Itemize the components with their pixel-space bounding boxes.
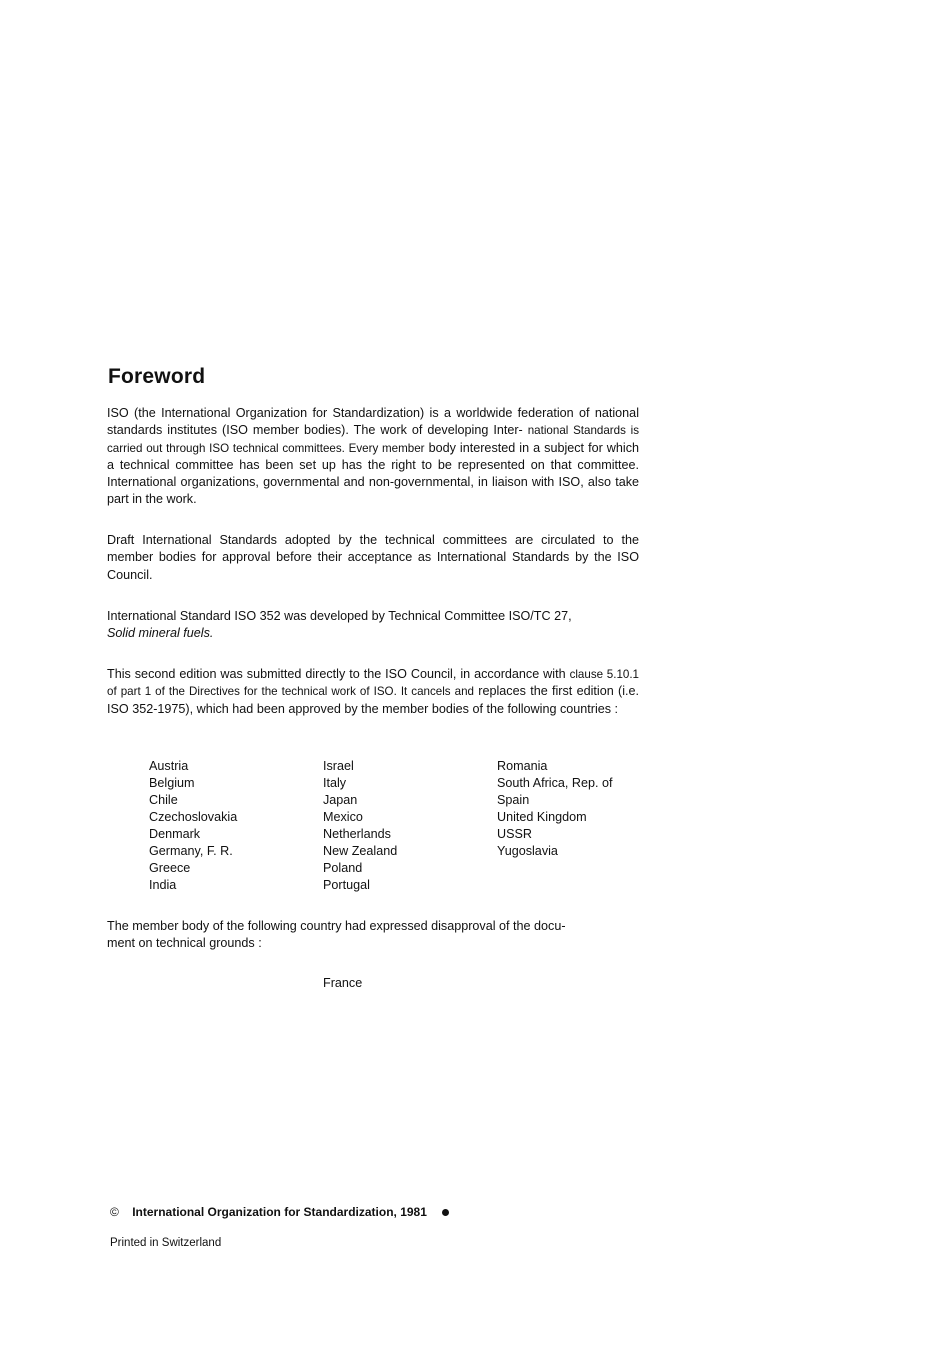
countries-column-1 bbox=[149, 758, 237, 894]
country-item: Czechoslovakia bbox=[149, 810, 238, 824]
paragraph-iso-intro-part-c: body interested in a subject for which a technical committee has been set up has the right to be represented on that committee. International organizations, governmental and non-governmental, in liaison with ISO, also take part in the work. bbox=[107, 440, 640, 507]
country-item: Italy bbox=[323, 776, 347, 790]
country-item: Denmark bbox=[149, 827, 201, 841]
copyright-line bbox=[110, 1205, 449, 1219]
disapproving-country: France bbox=[323, 976, 363, 990]
page-title: Foreword bbox=[108, 365, 206, 388]
countries-column-3 bbox=[497, 758, 613, 860]
paragraph-disapproval-line-2: ment on technical grounds : bbox=[107, 936, 262, 951]
country-item: Germany, F. R. bbox=[149, 844, 233, 858]
paragraph-edition bbox=[107, 666, 639, 718]
paragraph-committee bbox=[107, 608, 639, 643]
country-item: Japan bbox=[323, 793, 358, 807]
country-item: Netherlands bbox=[323, 827, 391, 841]
approving-countries-list bbox=[149, 758, 649, 898]
paragraph-disapproval bbox=[107, 918, 639, 953]
country-item: Greece bbox=[149, 861, 191, 875]
paragraph-iso-intro-part-a: ISO (the International Organization for Standardization) is a worldwide federation of national standards institutes (ISO member bodies). The work of developing Inter- bbox=[107, 406, 639, 438]
committee-name: Solid mineral fuels. bbox=[107, 626, 214, 641]
paragraph-edition-part-a: This second edition was submitted directly to the ISO Council, in accordance with bbox=[107, 667, 566, 681]
country-item: Romania bbox=[497, 759, 548, 773]
paragraph-iso-intro bbox=[107, 405, 639, 509]
paragraph-disapproval-line-1: The member body of the following country had expressed disapproval of the docu- bbox=[107, 919, 566, 933]
printed-in-note: Printed in Switzerland bbox=[110, 1237, 222, 1249]
copyright-text: International Organization for Standardization, 1981 bbox=[132, 1205, 427, 1219]
paragraph-edition-part-b: clause 5.10.1 of part 1 of the Directives for the technical work of ISO. It cancels and bbox=[107, 668, 640, 699]
country-item: Mexico bbox=[323, 810, 363, 824]
country-item: Israel bbox=[323, 759, 354, 773]
country-item: Portugal bbox=[323, 878, 370, 892]
paragraph-edition-part-c: replaces the first edition (i.e. ISO 352-1975), which had been approved by the member bodies of the following countries : bbox=[107, 684, 640, 716]
countries-column-2 bbox=[323, 758, 397, 894]
country-item: United Kingdom bbox=[497, 810, 587, 824]
copyright-symbol: © bbox=[110, 1205, 119, 1219]
country-item: Chile bbox=[149, 793, 178, 807]
country-item: South Africa, Rep. of bbox=[497, 776, 613, 790]
paragraph-draft-standards: Draft International Standards adopted by the technical committees are circulated to the member bodies for approval before their acceptance as International Standards by the ISO Council. bbox=[107, 533, 639, 582]
country-item: USSR bbox=[497, 827, 532, 841]
country-item: Yugoslavia bbox=[497, 844, 558, 858]
country-item: Belgium bbox=[149, 776, 195, 790]
paragraph-iso-intro-part-b: national Standards is carried out through ISO technical committees. Every member bbox=[107, 424, 640, 455]
country-item: New Zealand bbox=[323, 844, 398, 858]
bullet-dot-icon bbox=[442, 1209, 449, 1216]
country-item: Poland bbox=[323, 861, 363, 875]
country-item: India bbox=[149, 878, 177, 892]
paragraph-committee-text: International Standard ISO 352 was developed by Technical Committee ISO/TC 27, bbox=[107, 609, 572, 623]
country-item: Austria bbox=[149, 759, 189, 773]
country-item: Spain bbox=[497, 793, 530, 807]
